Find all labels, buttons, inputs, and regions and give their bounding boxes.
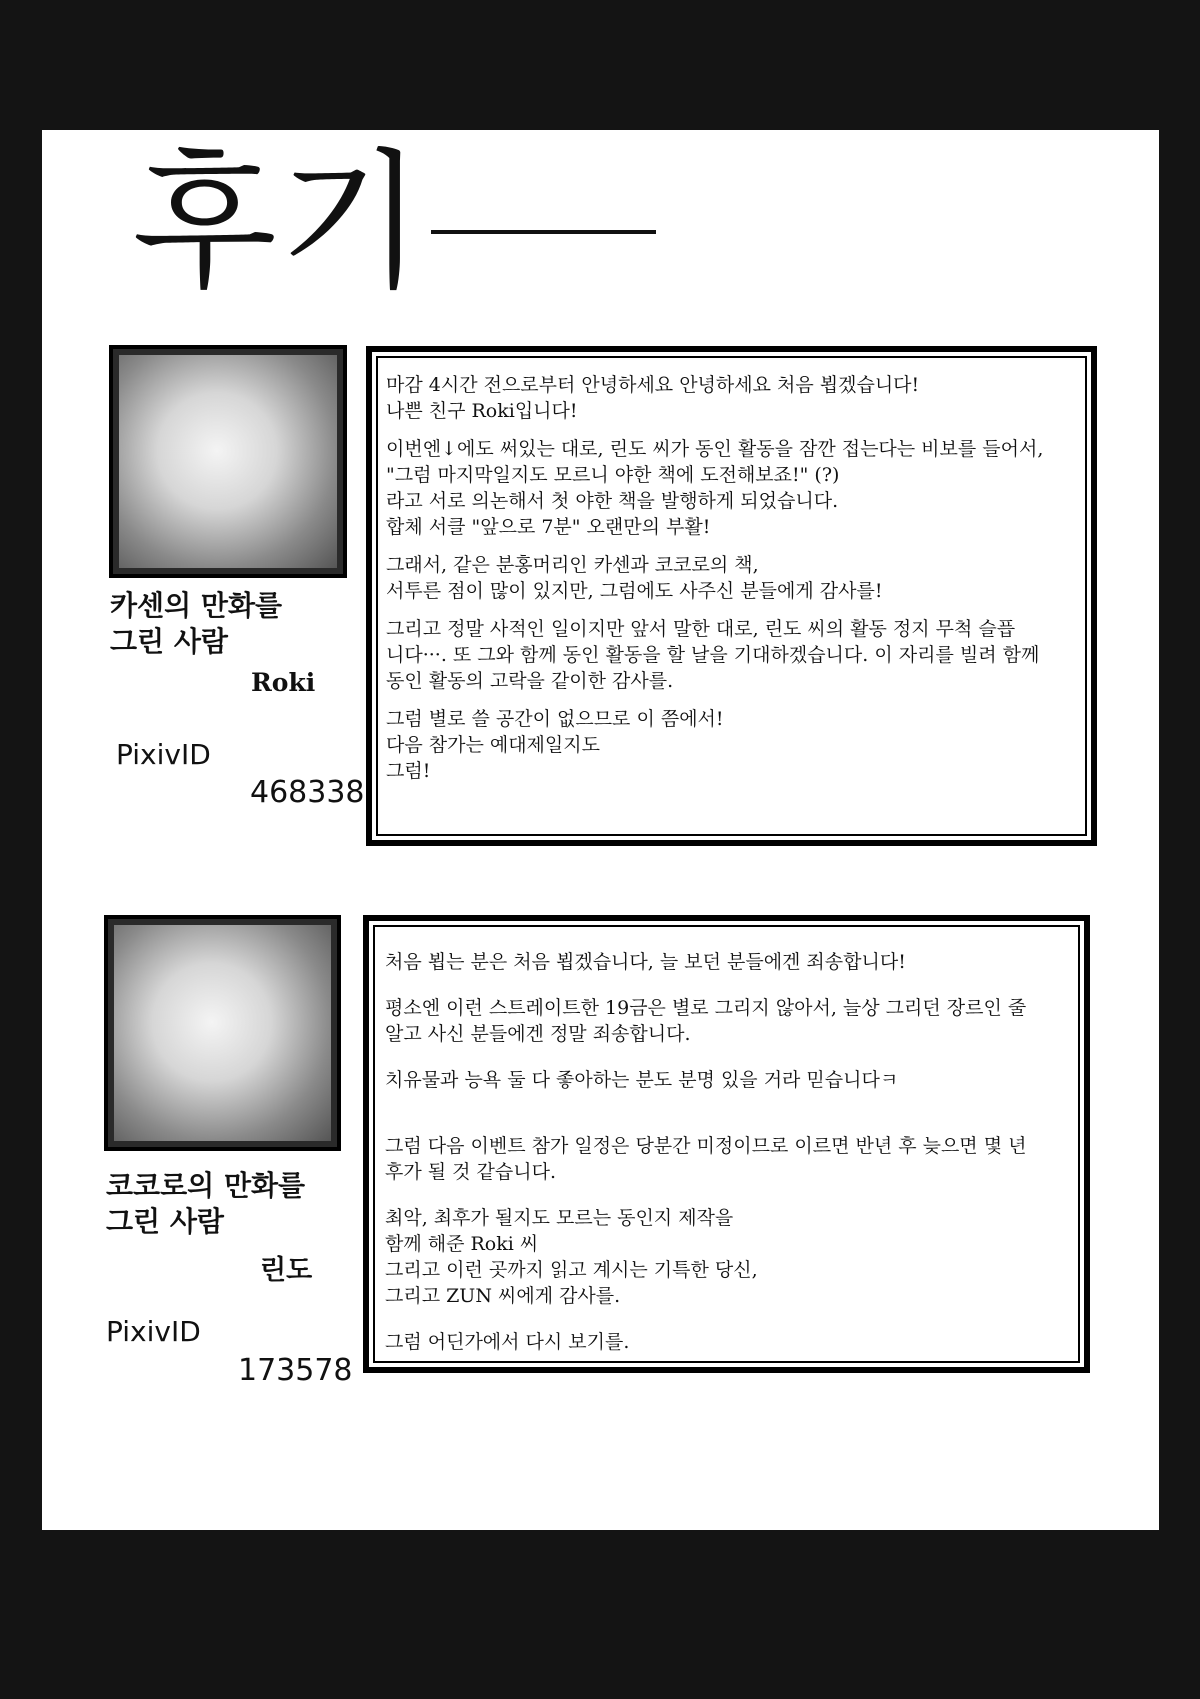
paragraph (386, 552, 1043, 604)
artist-name: 린도 (260, 1255, 313, 1286)
title-underline (431, 230, 656, 234)
text-line: 그럼 어딘가에서 다시 보기를. (385, 1331, 630, 1353)
text-line: 서투른 점이 많이 있지만, 그럼에도 사주신 분들에게 감사를! (386, 580, 883, 602)
artist-portrait-kokoro (104, 915, 341, 1151)
pixiv-label: PixivID (106, 1315, 201, 1348)
artist-role (110, 588, 282, 660)
paragraph (386, 372, 1043, 424)
text-line: 그리고 ZUN 씨에게 감사를. (385, 1285, 621, 1307)
artist-role-line: 코코로의 만화를 (106, 1169, 306, 1202)
text-line: 라고 서로 의논해서 첫 야한 책을 발행하게 되었습니다. (386, 490, 839, 512)
text-line: 치유물과 능욕 둘 다 좋아하는 분도 분명 있을 거라 믿습니다ㅋ (385, 1069, 899, 1091)
text-line: 후가 될 것 같습니다. (385, 1161, 556, 1183)
text-line: 합체 서클 "앞으로 7분" 오랜만의 부활! (386, 516, 711, 538)
artist-role-line: 그린 사람 (110, 625, 228, 658)
text-line: 그럼 다음 이벤트 참가 일정은 당분간 미정이므로 이르면 반년 후 늦으면 몇 년 (385, 1135, 1027, 1157)
pixiv-label: PixivID (116, 738, 211, 771)
portrait-illustration (114, 925, 331, 1141)
artist-role-line: 그린 사람 (106, 1205, 224, 1238)
paragraph (386, 616, 1043, 694)
text-line: 그리고 이런 곳까지 읽고 계시는 기특한 당신, (385, 1259, 758, 1281)
artist-name: Roki (251, 668, 316, 697)
afterword-text (385, 949, 1026, 1355)
text-line: 니다···. 또 그와 함께 동인 활동을 할 날을 기대하겠습니다. 이 자리를 빌려 함께 (386, 644, 1040, 666)
text-line: "그럼 마지막일지도 모르니 야한 책에 도전해보죠!" (?) (386, 464, 840, 486)
text-line: 그리고 정말 사적인 일이지만 앞서 말한 대로, 린도 씨의 활동 정지 무척 슬픕 (386, 618, 1016, 640)
artist-portrait-kasen (109, 345, 347, 578)
text-line: 다음 참가는 예대제일지도 (386, 734, 600, 756)
artist-role (106, 1168, 305, 1240)
afterword-text (386, 372, 1043, 784)
text-line: 동인 활동의 고락을 같이한 감사를. (386, 670, 674, 692)
text-line: 나쁜 친구 Roki입니다! (386, 400, 578, 422)
pixiv-id: 173578 (238, 1353, 353, 1388)
text-line: 마감 4시간 전으로부터 안녕하세요 안녕하세요 처음 뵙겠습니다! (386, 374, 920, 396)
page-title: 후기 (132, 136, 426, 310)
paragraph (385, 1067, 1026, 1093)
paragraph (386, 706, 1043, 784)
text-line: 그럼 별로 쓸 공간이 없으므로 이 쯤에서! (386, 708, 724, 730)
artist-role-line: 카센의 만화를 (110, 589, 283, 622)
pixiv-id: 468338 (250, 775, 365, 810)
text-line (385, 1107, 1026, 1133)
text-line: 최악, 최후가 될지도 모르는 동인지 제작을 (385, 1207, 734, 1229)
afterword-note-box (366, 346, 1097, 846)
paragraph (385, 1205, 1026, 1309)
text-line: 함께 해준 Roki 씨 (385, 1233, 539, 1255)
text-line: 처음 뵙는 분은 처음 뵙겠습니다, 늘 보던 분들에겐 죄송합니다! (385, 951, 906, 973)
paragraph (385, 995, 1026, 1047)
text-line: 그래서, 같은 분홍머리인 카센과 코코로의 책, (386, 554, 759, 576)
paragraph (385, 1107, 1026, 1185)
paragraph (385, 949, 1026, 975)
paragraph (386, 436, 1043, 540)
afterword-note-box (363, 915, 1090, 1373)
afterword-page (42, 130, 1159, 1530)
text-line: 평소엔 이런 스트레이트한 19금은 별로 그리지 않아서, 늘상 그리던 장르인 줄 (385, 997, 1027, 1019)
text-line: 이번엔↓에도 써있는 대로, 린도 씨가 동인 활동을 잠깐 접는다는 비보를 들어서, (386, 438, 1044, 460)
paragraph (385, 1329, 1026, 1355)
portrait-illustration (119, 355, 337, 568)
text-line: 그럼! (386, 760, 431, 782)
text-line: 알고 사신 분들에겐 정말 죄송합니다. (385, 1023, 691, 1045)
